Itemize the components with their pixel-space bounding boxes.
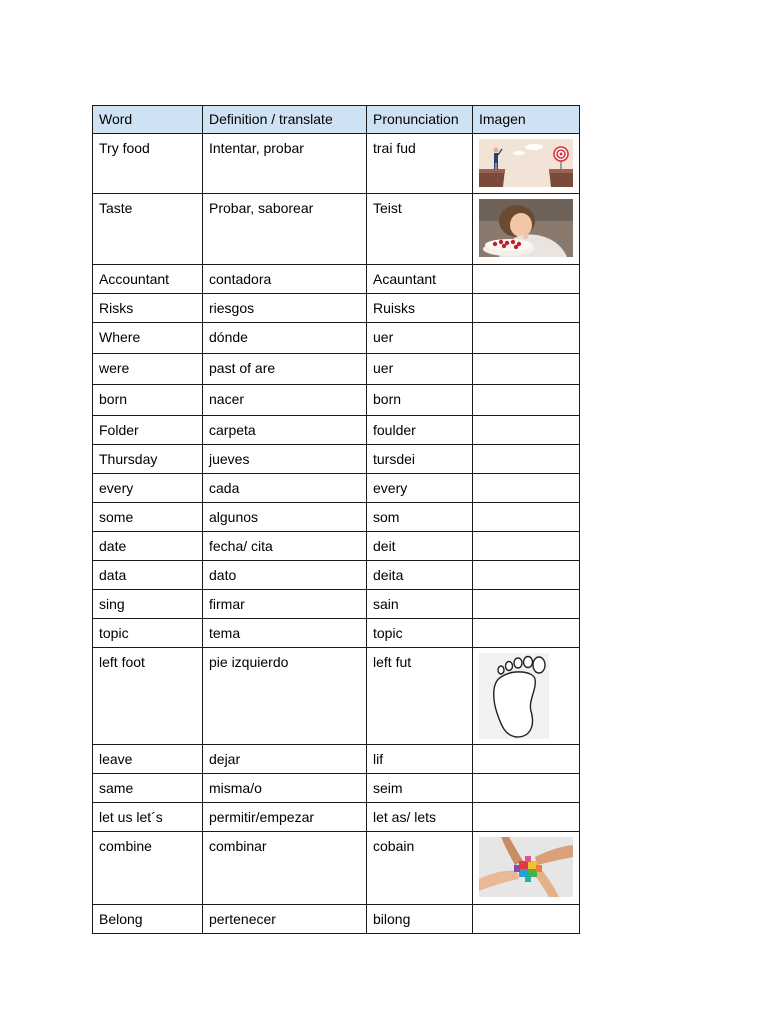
word-cell: date <box>93 532 203 561</box>
table-row <box>93 294 580 323</box>
table-row <box>93 323 580 354</box>
image-cell <box>473 354 580 385</box>
definition-cell: cada <box>203 474 367 503</box>
header-pronunciation: Pronunciation <box>367 106 473 134</box>
image-cell <box>473 832 580 905</box>
pronunciation-cell: trai fud <box>367 134 473 194</box>
table-row <box>93 474 580 503</box>
image-cell <box>473 590 580 619</box>
word-cell: Taste <box>93 194 203 265</box>
image-cell <box>473 561 580 590</box>
pronunciation-cell: topic <box>367 619 473 648</box>
image-cell <box>473 648 580 745</box>
word-cell: topic <box>93 619 203 648</box>
image-cell <box>473 265 580 294</box>
definition-cell: pertenecer <box>203 905 367 934</box>
definition-cell: misma/o <box>203 774 367 803</box>
pronunciation-cell: tursdei <box>367 445 473 474</box>
word-cell: Accountant <box>93 265 203 294</box>
pronunciation-cell: seim <box>367 774 473 803</box>
image-cell <box>473 745 580 774</box>
table-row <box>93 503 580 532</box>
pronunciation-cell: som <box>367 503 473 532</box>
pronunciation-cell: foulder <box>367 416 473 445</box>
pronunciation-cell: left fut <box>367 648 473 745</box>
definition-cell: Probar, saborear <box>203 194 367 265</box>
header-definition: Definition / translate <box>203 106 367 134</box>
word-cell: data <box>93 561 203 590</box>
vocabulary-table <box>92 105 580 934</box>
definition-cell: Intentar, probar <box>203 134 367 194</box>
pronunciation-cell: Teist <box>367 194 473 265</box>
word-cell: Where <box>93 323 203 354</box>
pronunciation-cell: deit <box>367 532 473 561</box>
definition-cell: tema <box>203 619 367 648</box>
definition-cell: nacer <box>203 385 367 416</box>
word-cell: Folder <box>93 416 203 445</box>
word-cell: left foot <box>93 648 203 745</box>
word-cell: combine <box>93 832 203 905</box>
image-cell <box>473 294 580 323</box>
image-cell <box>473 194 580 265</box>
pronunciation-cell: Acauntant <box>367 265 473 294</box>
table-row <box>93 445 580 474</box>
definition-cell: dejar <box>203 745 367 774</box>
table-row <box>93 134 580 194</box>
image-cell <box>473 532 580 561</box>
table-row <box>93 590 580 619</box>
pronunciation-cell: lif <box>367 745 473 774</box>
definition-cell: dónde <box>203 323 367 354</box>
pronunciation-cell: born <box>367 385 473 416</box>
definition-cell: pie izquierdo <box>203 648 367 745</box>
image-cell <box>473 619 580 648</box>
header-image: Imagen <box>473 106 580 134</box>
pronunciation-cell: every <box>367 474 473 503</box>
pronunciation-cell: bilong <box>367 905 473 934</box>
table-row <box>93 194 580 265</box>
child-tasting-cake-image <box>479 199 573 257</box>
image-cell <box>473 803 580 832</box>
definition-cell: dato <box>203 561 367 590</box>
definition-cell: riesgos <box>203 294 367 323</box>
table-row <box>93 648 580 745</box>
table-row <box>93 561 580 590</box>
table-row <box>93 905 580 934</box>
word-cell: were <box>93 354 203 385</box>
definition-cell: contadora <box>203 265 367 294</box>
pronunciation-cell: sain <box>367 590 473 619</box>
image-cell <box>473 474 580 503</box>
foot-outline-image <box>479 653 573 739</box>
image-cell <box>473 323 580 354</box>
pronunciation-cell: deita <box>367 561 473 590</box>
image-cell <box>473 134 580 194</box>
image-cell <box>473 416 580 445</box>
definition-cell: combinar <box>203 832 367 905</box>
definition-cell: past of are <box>203 354 367 385</box>
definition-cell: algunos <box>203 503 367 532</box>
pronunciation-cell: let as/ lets <box>367 803 473 832</box>
pronunciation-cell: uer <box>367 354 473 385</box>
table-row <box>93 745 580 774</box>
hands-puzzle-image <box>479 837 573 897</box>
table-row <box>93 265 580 294</box>
goal-target-image <box>479 139 573 187</box>
word-cell: Risks <box>93 294 203 323</box>
definition-cell: carpeta <box>203 416 367 445</box>
image-cell <box>473 503 580 532</box>
image-cell <box>473 445 580 474</box>
definition-cell: fecha/ cita <box>203 532 367 561</box>
word-cell: Thursday <box>93 445 203 474</box>
table-row <box>93 532 580 561</box>
definition-cell: jueves <box>203 445 367 474</box>
table-row <box>93 385 580 416</box>
word-cell: Belong <box>93 905 203 934</box>
image-cell <box>473 905 580 934</box>
table-header-row <box>93 106 580 134</box>
word-cell: some <box>93 503 203 532</box>
pronunciation-cell: Ruisks <box>367 294 473 323</box>
pronunciation-cell: cobain <box>367 832 473 905</box>
image-cell <box>473 774 580 803</box>
header-word: Word <box>93 106 203 134</box>
word-cell: Try food <box>93 134 203 194</box>
table-row <box>93 774 580 803</box>
word-cell: every <box>93 474 203 503</box>
word-cell: same <box>93 774 203 803</box>
pronunciation-cell: uer <box>367 323 473 354</box>
table-row <box>93 803 580 832</box>
table-row <box>93 354 580 385</box>
definition-cell: firmar <box>203 590 367 619</box>
word-cell: let us let´s <box>93 803 203 832</box>
table-row <box>93 832 580 905</box>
word-cell: born <box>93 385 203 416</box>
definition-cell: permitir/empezar <box>203 803 367 832</box>
word-cell: sing <box>93 590 203 619</box>
image-cell <box>473 385 580 416</box>
table-row <box>93 416 580 445</box>
table-row <box>93 619 580 648</box>
word-cell: leave <box>93 745 203 774</box>
